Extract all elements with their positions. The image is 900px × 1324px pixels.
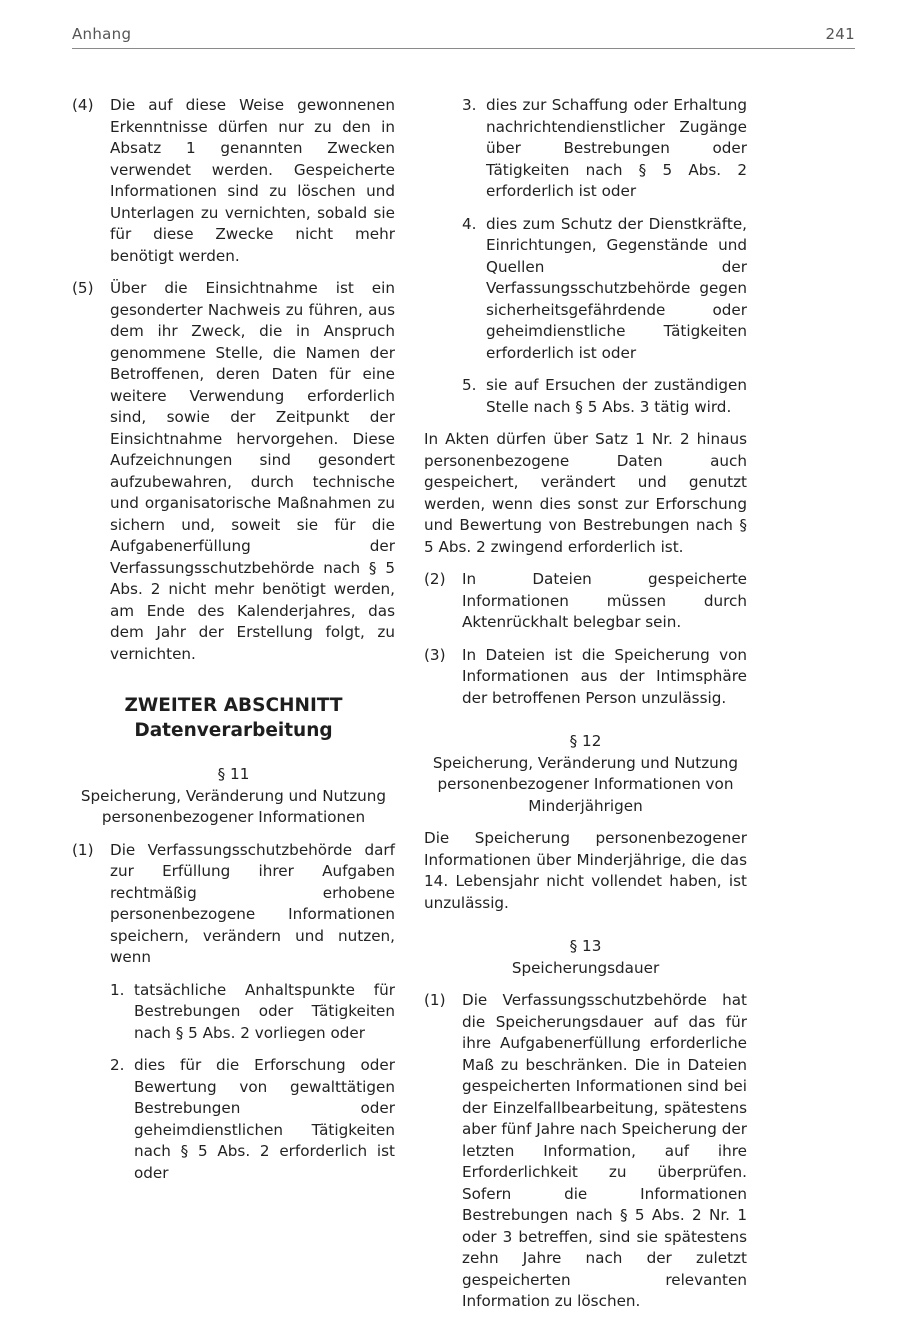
paragraph-text: Über die Einsichtnahme ist ein gesonderter Nachweis zu führen, aus dem ihr Zweck, die in Anspruch genommene Stelle, die Namen der Betroffenen, deren Daten für eine weitere Verwendung erforderlich sind, sowie der Zeitpunkt der Einsichtnahme hervorgehen. Diese Aufzeichnungen sind gesondert aufzubewahren, durch technische und organisatorische Maßnahmen zu sichern und, soweit sie für die Aufgabenerfüllung der Verfassungsschutzbehörde nach § 5 Abs. 2 nicht mehr benötigt werden, am Ende des Kalenderjahres, das dem Jahr der Erstellung folgt, zu vernichten. bbox=[110, 279, 395, 663]
chapter-subtitle: Datenverarbeitung bbox=[134, 720, 333, 741]
section-title-line: personenbezogener Informationen von bbox=[437, 775, 734, 793]
section-number: § 12 bbox=[569, 732, 602, 750]
chapter-heading bbox=[72, 693, 395, 743]
list-item-text: dies zur Schaffung oder Erhaltung nachrichtendienstlicher Zugänge über Bestrebungen oder Tätigkeiten nach § 5 Abs. 2 erforderlich ist oder bbox=[486, 96, 747, 200]
paragraph-2 bbox=[424, 569, 747, 634]
section-11-heading bbox=[72, 764, 395, 829]
list-item-text: sie auf Ersuchen der zuständigen Stelle nach § 5 Abs. 3 tätig wird. bbox=[486, 376, 747, 416]
paragraph-text: Die Verfassungsschutzbehörde darf zur Erfüllung ihrer Aufgaben rechtmäßig erhobene personenbezogene Informationen speichern, verändern und nutzen, wenn bbox=[110, 840, 395, 966]
paragraph-number: (1) bbox=[72, 840, 94, 859]
list-item-number: 5. bbox=[462, 376, 477, 394]
section-number: § 11 bbox=[217, 765, 250, 783]
list-item-text: tatsächliche Anhaltspunkte für Bestrebungen oder Tätigkeiten nach § 5 Abs. 2 vorliegen oder bbox=[134, 980, 395, 1042]
section-13-paragraph-1 bbox=[424, 990, 747, 1313]
section-13-heading bbox=[424, 936, 747, 979]
section-12-text: Die Speicherung personenbezogener Informationen über Minderjährige, die das 14. Lebensjahr nicht vollendet haben, ist unzulässig. bbox=[424, 829, 747, 912]
paragraph-number: (3) bbox=[424, 645, 446, 664]
paragraph-5 bbox=[72, 278, 395, 665]
paragraph-4 bbox=[72, 95, 395, 267]
right-column bbox=[424, 95, 747, 1324]
section-number: § 13 bbox=[569, 937, 602, 955]
paragraph-number: (1) bbox=[424, 991, 446, 1009]
section-title-line: personenbezogener Informationen bbox=[101, 808, 366, 826]
paragraph-text: Die Verfassungsschutzbehörde hat die Speicherungsdauer auf das für ihre Aufgabenerfüllung erforderliche Maß zu beschränken. Die in Dateien gespeicherten Informationen sind bei der Einzelfallbearbeitung, spätestens aber fünf Jahre nach Speicherung der letzten Information, auf ihre Erforderlichkeit zu überprüfen. Sofern die Informationen Bestrebungen nach § 5 Abs. 2 Nr. 1 oder 3 betreffen, sind sie spätestens zehn Jahre nach der zuletzt gespeicherten relevanten Information zu löschen. bbox=[462, 991, 747, 1310]
section-title-line: Speicherung, Veränderung und Nutzung bbox=[80, 786, 387, 805]
section-title-line: Minderjährigen bbox=[528, 796, 643, 815]
running-header bbox=[72, 24, 855, 49]
list-item bbox=[462, 95, 747, 203]
numbered-list bbox=[72, 980, 395, 1185]
list-item bbox=[462, 375, 747, 418]
list-item-text: dies für die Erforschung oder Bewertung von gewalttätigen Bestrebungen oder geheimdienstlichen Tätigkeiten nach § 5 Abs. 2 erforderlich ist oder bbox=[134, 1056, 395, 1182]
paragraph-3 bbox=[424, 645, 747, 710]
section-title-line: Speicherungsdauer bbox=[511, 958, 660, 977]
paragraph-number: (5) bbox=[72, 279, 94, 297]
akten-paragraph: In Akten dürfen über Satz 1 Nr. 2 hinaus personenbezogene Daten auch gespeichert, verändert und genutzt werden, wenn dies sonst zur Erforschung und Bewertung von Bestrebungen nach § 5 Abs. 2 zwingend erforderlich ist. bbox=[424, 430, 747, 556]
paragraph-text: Die auf diese Weise gewonnenen Erkenntnisse dürfen nur zu den in Absatz 1 genannten Zwecken verwendet werden. Gespeicherte Informationen sind zu löschen und Unterlagen zu vernichten, sobald sie für diese Zwecke nicht mehr benötigt werden. bbox=[110, 96, 395, 265]
section-title-line: Speicherung, Veränderung und Nutzung bbox=[432, 753, 739, 772]
list-item-number: 4. bbox=[462, 214, 477, 233]
header-section-label: Anhang bbox=[72, 25, 132, 43]
list-item bbox=[462, 214, 747, 365]
list-item-number: 2. bbox=[110, 1056, 125, 1074]
paragraph-number: (4) bbox=[72, 96, 94, 114]
chapter-title: ZWEITER ABSCHNITT bbox=[124, 695, 343, 716]
paragraph-text: In Dateien gespeicherte Informationen müssen durch Aktenrückhalt belegbar sein. bbox=[462, 570, 747, 631]
list-item bbox=[110, 1055, 395, 1184]
left-column bbox=[72, 95, 395, 1195]
numbered-list-continued bbox=[424, 95, 747, 418]
paragraph-number: (2) bbox=[424, 570, 446, 588]
page-number: 241 bbox=[825, 25, 855, 43]
paragraph-text: In Dateien ist die Speicherung von Informationen aus der Intimsphäre der betroffenen Person unzulässig. bbox=[462, 645, 747, 707]
section-11-paragraph-1 bbox=[72, 840, 395, 969]
list-item bbox=[110, 980, 395, 1045]
list-item-text: dies zum Schutz der Dienstkräfte, Einrichtungen, Gegenstände und Quellen der Verfassungsschutzbehörde gegen sicherheitsgefährdende oder geheimdienstliche Tätigkeiten erforderlich ist oder bbox=[486, 214, 747, 362]
section-12-heading bbox=[424, 731, 747, 817]
list-item-number: 1. bbox=[110, 980, 125, 999]
list-item-number: 3. bbox=[462, 96, 477, 114]
